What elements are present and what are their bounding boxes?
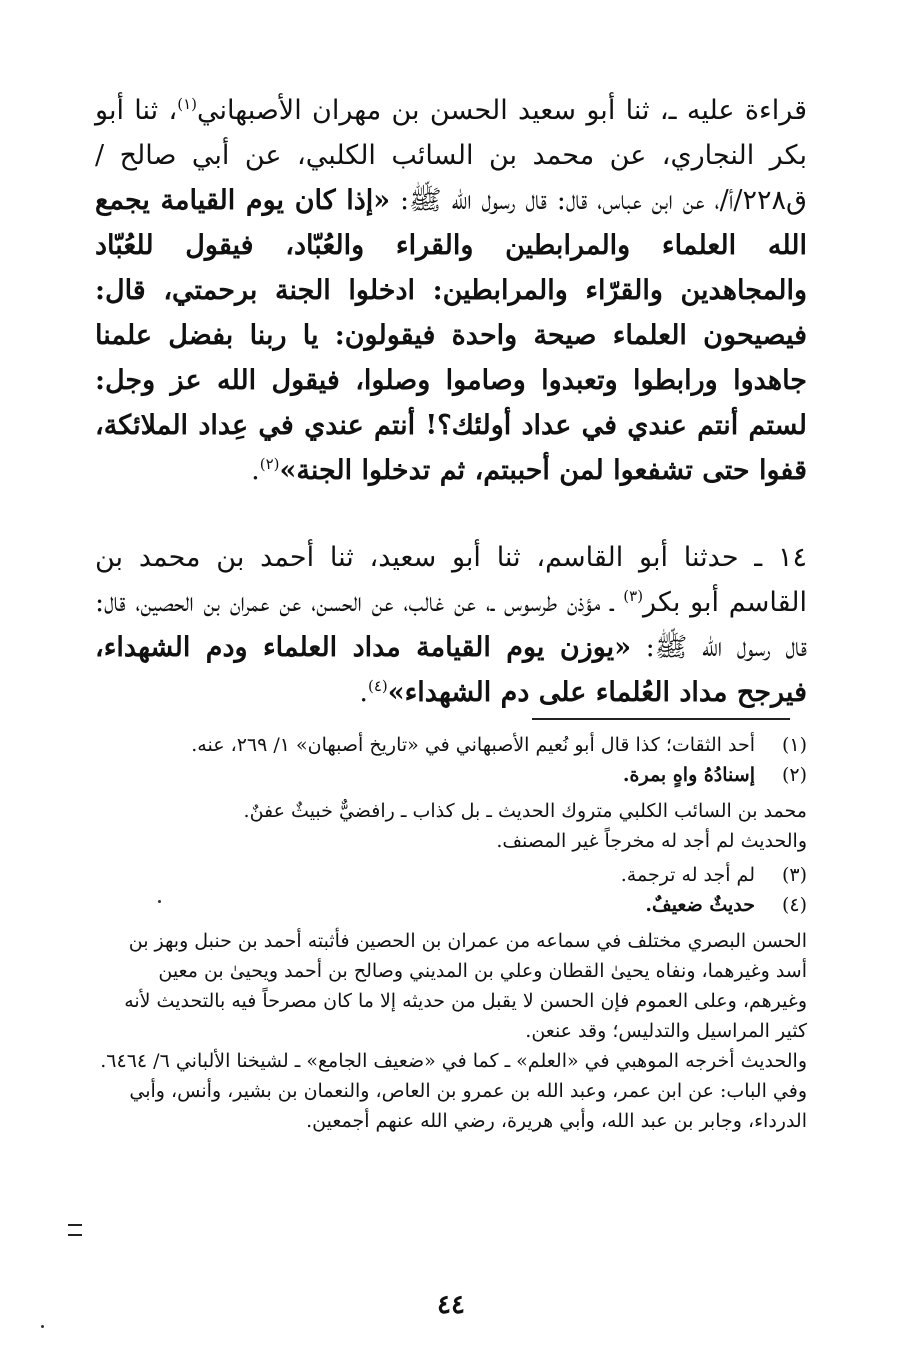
footnote-4-paragraph: وفي الباب: عن ابن عمر، وعبد الله بن عمرو بن العاص، والنعمان بن بشير، وأنس، وأبي الدرداء، وجابر بن عبد الله، وأبي هريرة، رضي الله عنهم أجمعين. [129,1080,807,1132]
footnote-2-paragraph: والحديث لم أجد له مخرجاً غير المصنف. [496,830,807,852]
hadith-13-paragraph [95,88,807,493]
footnote-separator [532,718,790,720]
footnotes [95,730,807,1136]
hadith-14-isnad-cont: ـ مؤذن طرسوس ـ، عن غالب، عن الحسن، عن عمران بن الحصين، قال: قال رسول الله ﷺ: [95,587,808,663]
hadith-14-end: . [359,677,368,708]
footnote-text: أحد الثقات؛ كذا قال أبو نُعيم الأصبهاني في «تاريخ أصبهان» ١/ ٢٦٩، عنه. [191,734,755,756]
footnote-ref-4[interactable]: (٤) [367,677,388,695]
footnote-ref-3[interactable]: (٣) [623,587,644,605]
footnote-2 [95,760,807,790]
hadith-14-isnad: ١٤ ـ حدثنا أبو القاسم، ثنا أبو سعيد، ثنا أحمد بن محمد بن القاسم أبو بكر [95,542,807,618]
page-number: ٤٤ [437,1290,465,1320]
footnote-ref-2[interactable]: (٢) [259,455,280,473]
print-speck [41,1325,44,1328]
print-speck [158,900,161,903]
footnote-2-paragraph: محمد بن السائب الكلبي متروك الحديث ـ بل كذاب ـ رافضيٌّ خبيثٌ عفنٌ. [243,800,807,822]
footnote-heading: إسنادُهُ واهٍ بمرة. [622,764,755,786]
footnote-4-paragraph: والحديث أخرجه الموهبي في «العلم» ـ كما في «ضعيف الجامع» ـ لشيخنا الألباني ٦/ ٦٤٦٤. [100,1050,807,1072]
footnote-1 [95,730,807,760]
hadith-14-matn: «يوزن يوم القيامة مداد العلماء ودم الشهداء، فيرجح مداد العُلماء على دم الشهداء» [95,632,807,708]
footnote-number: (٤) [781,894,807,916]
footnote-4 [95,890,807,920]
hadith-13-isnad-cont: ، ثنا أبو بكر النجاري، عن محمد بن السائب الكلبي، عن أبي صالح /ق٢٢٨/أ/، عن ابن عباس، قال: قال رسول الله ﷺ: [95,95,807,216]
footnote-text: لم أجد له ترجمة. [620,864,755,886]
continuation-mark [68,1224,82,1236]
main-text [95,88,807,715]
footnote-number: (٣) [781,864,807,886]
hadith-13-matn: «إذا كان يوم القيامة يجمع الله العلماء والمرابطين والقراء والعُبّاد، فيقول للعُبّاد والمجاهدين والقرّاء والمرابطين: ادخلوا الجنة برحمتي، قال: فيصيحون العلماء صيحة واحدة فيقولون: يا ربنا بفضل علمنا جاهدوا ورابطوا وتعبدوا وصاموا وصلوا، فيقول الله عز وجل: لستم أنتم عندي في عداد أولئك؟! أنتم عندي في عِداد الملائكة، قفوا حتى تشفعوا لمن أحببتم، ثم تدخلوا الجنة» [95,185,807,486]
hadith-13-isnad: قراءة عليه ـ، ثنا أبو سعيد الحسن بن مهران الأصبهاني [197,95,808,126]
hadith-13-end: . [251,455,260,486]
footnote-ref-1[interactable]: (١) [177,95,198,113]
footnote-number: (١) [781,734,807,756]
footnote-3 [95,860,807,890]
footnote-4-paragraph: الحسن البصري مختلف في سماعه من عمران بن الحصين فأثبته أحمد بن حنبل وبهز بن أسد وغيرهما، ونفاه يحيىٰ القطان وعلي بن المديني وصالح بن أحمد ويحيىٰ بن معين وغيرهم، وعلى العموم فإن الحسن لا يقبل من حديثه إلا ما كان مصرحاً فيه بالتحديث لأنه كثير المراسيل والتدليس؛ وقد عنعن. [124,930,807,1042]
footnote-number: (٢) [781,764,807,786]
footnote-heading: حديثٌ ضعيفٌ. [645,894,755,916]
hadith-14-paragraph [95,535,807,715]
